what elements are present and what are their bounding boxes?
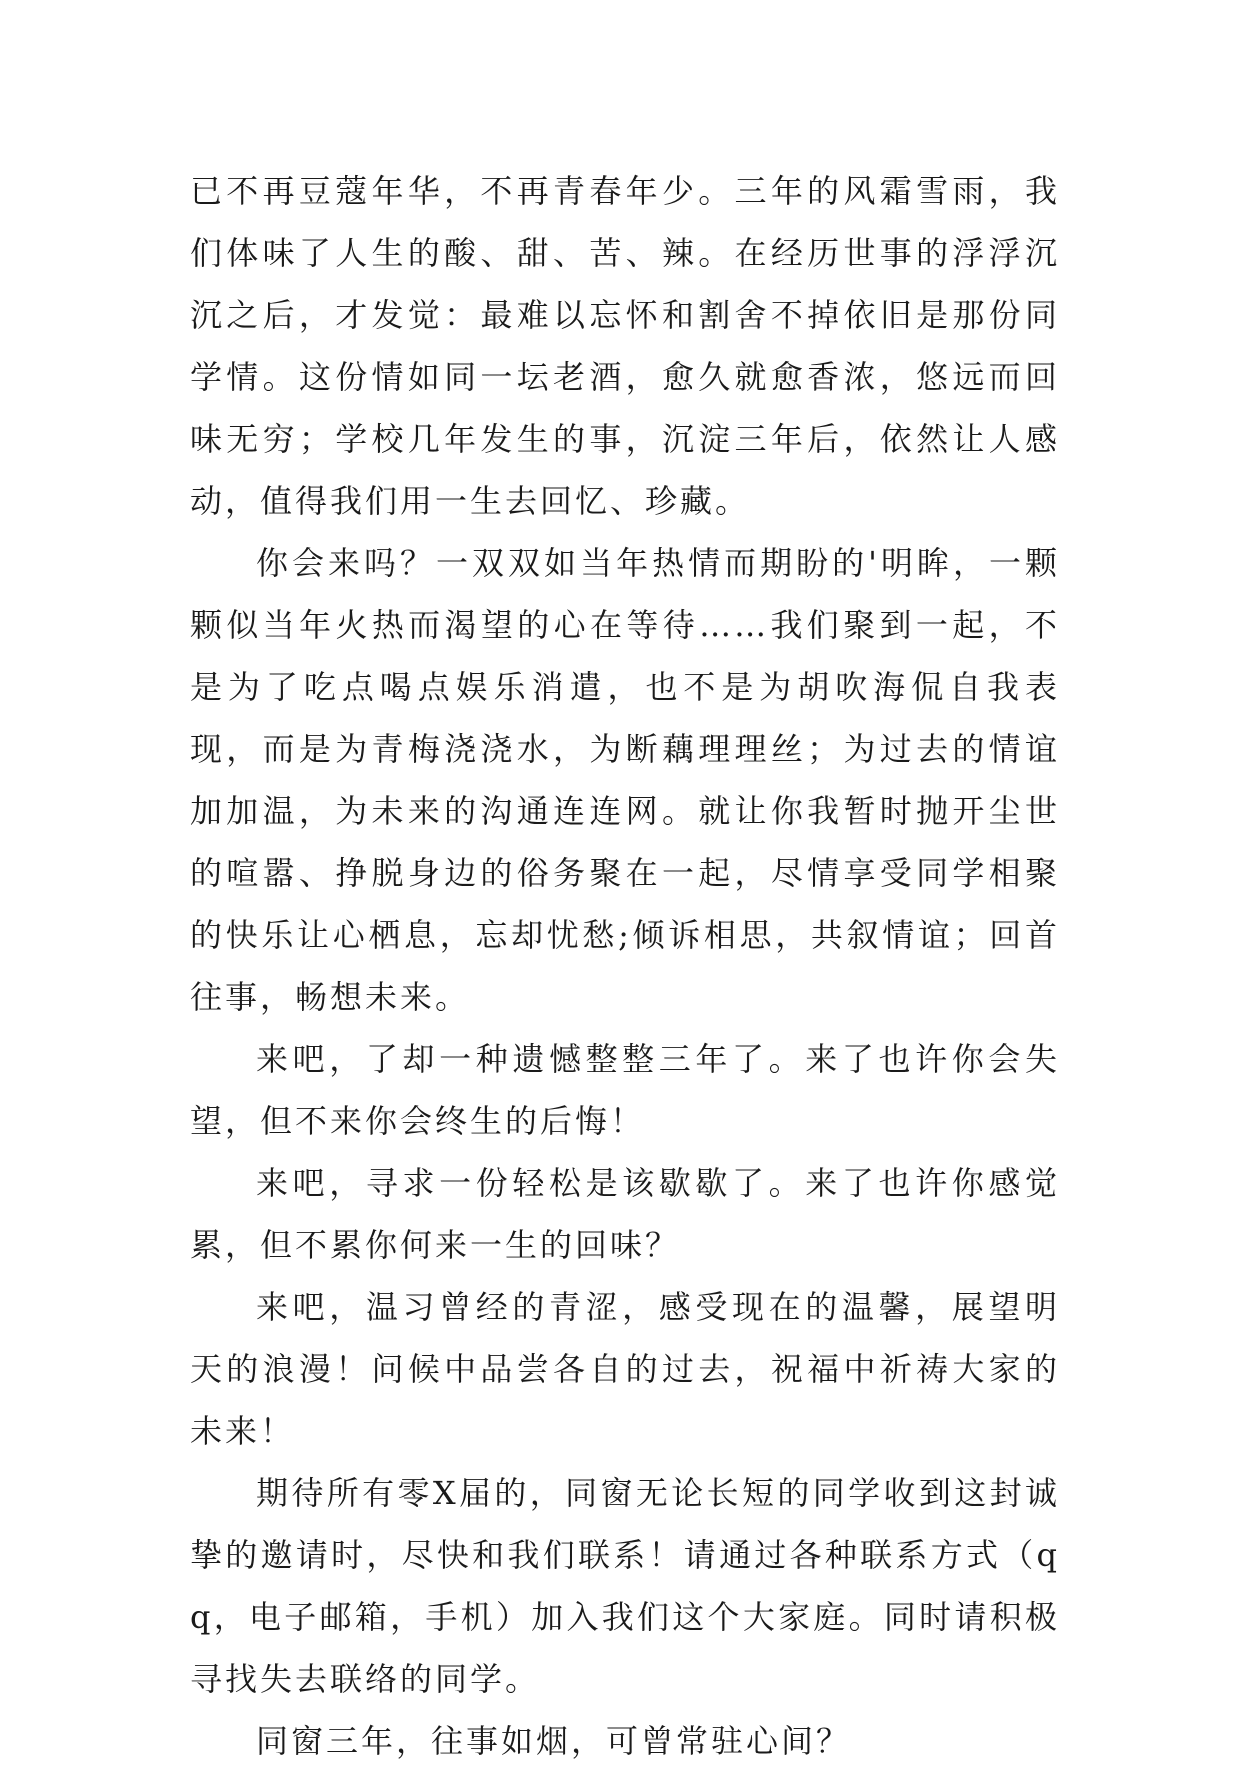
document-body <box>190 160 1060 1772</box>
paragraph-2: 你会来吗？一双双如当年热情而期盼的'明眸，一颗颗似当年火热而渴望的心在等待……我们聚到一起，不是为了吃点喝点娱乐消遣，也不是为胡吹海侃自我表现，而是为青梅浇浇水，为断藕理理丝；为过去的情谊加加温，为未来的沟通连连网。就让你我暂时抛开尘世的喧嚣、挣脱身边的俗务聚在一起，尽情享受同学相聚的快乐让心栖息，忘却忧愁;倾诉相思，共叙情谊；回首往事，畅想未来。 <box>190 544 1060 1016</box>
paragraph-4: 来吧，寻求一份轻松是该歇歇了。来了也许你感觉累，但不累你何来一生的回味？ <box>190 1164 1060 1264</box>
paragraph-7: 同窗三年，往事如烟，可曾常驻心间？ <box>256 1722 852 1760</box>
paragraph-5: 来吧，温习曾经的青涩，感受现在的温馨，展望明天的浪漫！问候中品尝各自的过去，祝福中祈祷大家的未来！ <box>190 1288 1060 1450</box>
paragraph-1: 已不再豆蔻年华，不再青春年少。三年的风霜雪雨，我们体味了人生的酸、甜、苦、辣。在经历世事的浮浮沉沉之后，才发觉：最难以忘怀和割舍不掉依旧是那份同学情。这份情如同一坛老酒，愈久就愈香浓，悠远而回味无穷；学校几年发生的事，沉淀三年后，依然让人感动，值得我们用一生去回忆、珍藏。 <box>190 172 1060 520</box>
paragraph-3: 来吧，了却一种遗憾整整三年了。来了也许你会失望，但不来你会终生的后悔！ <box>190 1040 1060 1140</box>
paragraph-6: 期待所有零X届的，同窗无论长短的同学收到这封诚挚的邀请时，尽快和我们联系！请通过各种联系方式（qq，电子邮箱，手机）加入我们这个大家庭。同时请积极寻找失去联络的同学。 <box>190 1474 1060 1698</box>
